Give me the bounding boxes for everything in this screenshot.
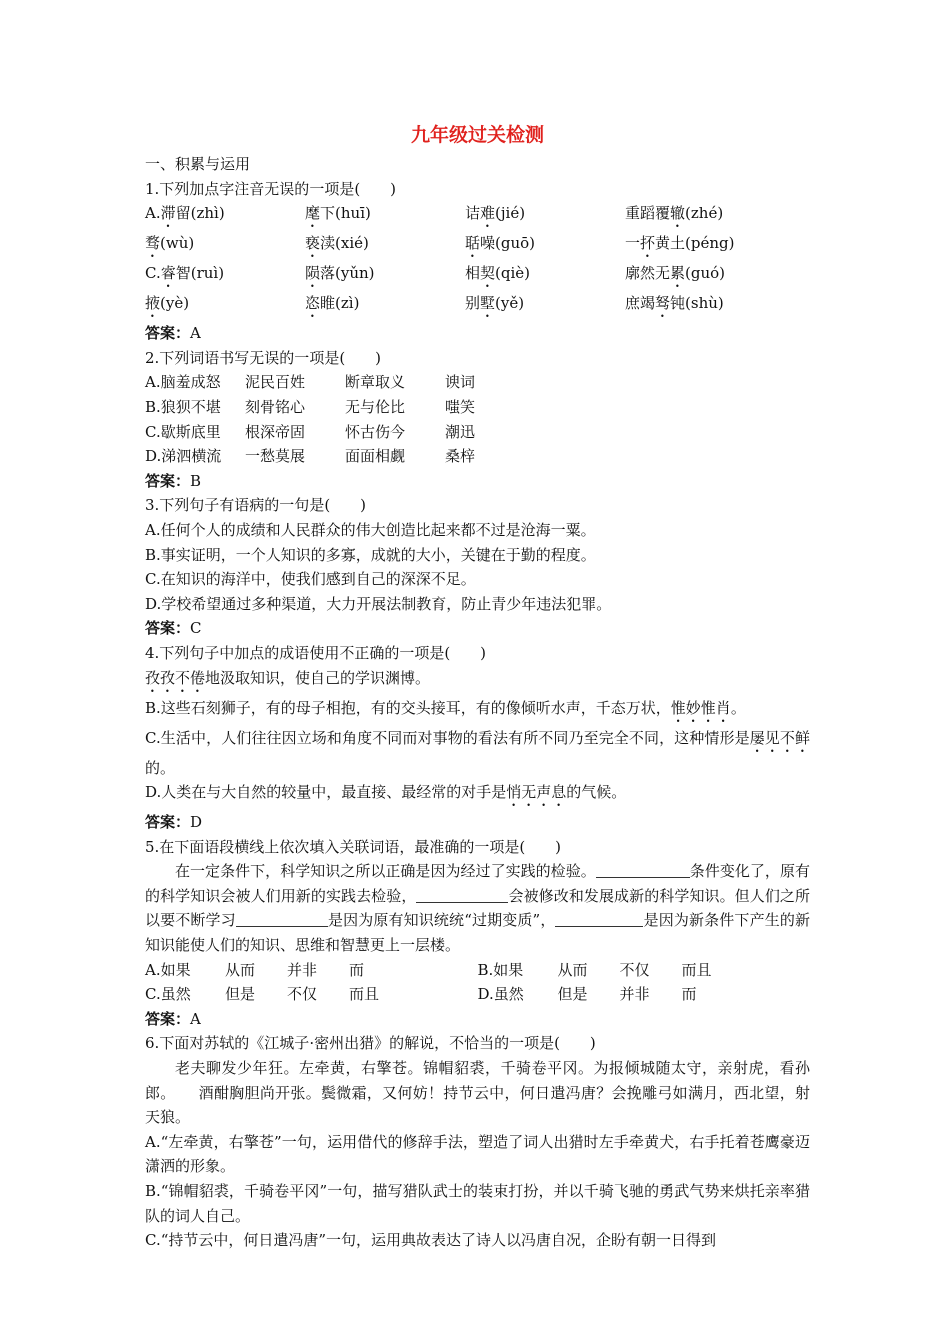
question-4-option-b (145, 696, 810, 726)
option-text: 廓然无 (625, 264, 671, 283)
dotted-char: 契 (480, 264, 496, 283)
dotted-char: 陨 (305, 264, 321, 283)
option-word: 而且 (349, 985, 380, 1004)
option-row (145, 261, 810, 291)
option-text: 睢(zì) (320, 294, 360, 313)
option-text: 渎(xié) (320, 234, 369, 253)
dotted-idiom: 孜孜不倦 (145, 668, 206, 687)
option-item (625, 291, 724, 321)
option-text: B.这些石刻狮子，有的母子相抱，有的交头接耳，有的像倾听水声，千态万状， (145, 698, 671, 717)
option-word: 但是 (225, 985, 256, 1004)
option-c (145, 982, 478, 1007)
option-row (145, 420, 810, 445)
dotted-char: 亵 (305, 234, 321, 253)
option-text: (wù) (160, 234, 195, 253)
dotted-char: 恣 (305, 294, 321, 313)
option-text: 噪(guō) (480, 234, 536, 253)
option-text: (yè) (160, 294, 190, 313)
question-6-option-a: A.“左牵黄，右擎苍”一句，运用借代的修辞手法，塑造了词人出猎时左手牵黄犬，右手托着苍鹰豪迈潇洒的形象。 (145, 1132, 810, 1176)
option-word: 并非 (619, 985, 650, 1004)
answer-label: 答案： (145, 471, 191, 490)
option-word: 而且 (681, 960, 712, 979)
option-row (145, 444, 810, 469)
fill-blank (555, 911, 643, 927)
option-word: D.涕泗横流 (145, 447, 222, 466)
option-text: 的。 (145, 758, 176, 777)
question-4-stem: 4.下列句子中加点的成语使用不正确的一项是( ) (145, 643, 487, 662)
question-3-stem: 3.下列句子有语病的一句是( ) (145, 496, 367, 515)
question-5-passage (145, 859, 810, 957)
question-6-option-b: B.“锦帽貂裘，千骑卷平冈”一句，描写猎队武士的装束打扮，并以千骑飞驰的勇武气势来烘托亲率猎队的词人自己。 (145, 1182, 810, 1225)
option-text: 智(ruì) (175, 264, 225, 283)
answer-1 (145, 321, 810, 346)
question-1-options (145, 201, 810, 321)
option-row (145, 370, 810, 395)
option-item (465, 231, 625, 261)
option-word: A.如果 (145, 960, 191, 979)
option-word: 一愁莫展 (245, 447, 306, 466)
question-4-option-d (145, 780, 810, 810)
option-text: 地汲取知识，使自己的学识渊博。 (205, 668, 431, 687)
option-word: 泥民百姓 (245, 373, 306, 392)
option-word: 不仅 (619, 960, 650, 979)
answer-3 (145, 616, 810, 641)
option-word: 无与伦比 (345, 397, 406, 416)
option-text: 钝(shù) (670, 294, 724, 313)
question-3-option-a: A.任何个人的成绩和人民群众的伟大创造比起来都不过是沧海一粟。 (145, 520, 596, 539)
dotted-char: 驽 (655, 294, 671, 313)
answer-label: 答案： (145, 619, 191, 638)
answer-2 (145, 469, 810, 494)
answer-label: 答案： (145, 813, 191, 832)
option-word: 潮迅 (445, 422, 476, 441)
question-3-option-c: C.在知识的海洋中，使我们感到自己的深深不足。 (145, 570, 476, 589)
page-title: 九年级过关检测 (410, 124, 544, 146)
option-item (465, 201, 625, 231)
option-text: 别 (465, 294, 481, 313)
option-text: 下(huī) (320, 204, 371, 223)
option-word: 从而 (225, 960, 256, 979)
option-d (478, 982, 811, 1007)
option-text: 的气候。 (566, 783, 627, 802)
dotted-char: 滞 (160, 204, 176, 223)
option-word: 嗤笑 (445, 397, 476, 416)
option-word: D.虽然 (477, 985, 524, 1004)
option-text: (guó) (685, 264, 726, 283)
option-b (478, 958, 811, 983)
dotted-char: 抔 (640, 234, 656, 253)
option-text: (zhé) (685, 204, 724, 223)
question-2-stem: 2.下列词语书写无误的一项是( ) (145, 348, 382, 367)
answer-value: A (190, 1009, 201, 1028)
question-5-stem: 5.在下面语段横线上依次填入关联词语，最准确的一项是( ) (145, 837, 562, 856)
fill-blank (596, 862, 690, 878)
option-text: 庶竭 (625, 294, 656, 313)
answer-value: B (190, 471, 202, 490)
option-text: 相 (465, 264, 481, 283)
dotted-char: 掖 (145, 294, 161, 313)
option-word: 断章取义 (345, 373, 406, 392)
question-6-poem: 老夫聊发少年狂。左牵黄，右擎苍。锦帽貂裘，千骑卷平冈。为报倾城随太守，亲射虎，看孙郎。 酒酣胸胆尚开张。鬓微霜，又何妨！持节云中，何日遣冯唐？会挽雕弓如满月，西北望，射天狼。 (145, 1059, 810, 1127)
option-text: (jié) (495, 204, 526, 223)
option-text: 。 (730, 698, 746, 717)
option-text: C. (145, 264, 161, 283)
option-row (145, 395, 810, 420)
option-word: 并非 (287, 960, 318, 979)
option-item (625, 231, 734, 261)
option-word: 但是 (557, 985, 588, 1004)
option-item (145, 201, 305, 231)
option-item (145, 231, 305, 261)
answer-value: D (190, 813, 203, 832)
dotted-idiom: 屡见不鲜 (749, 728, 810, 747)
answer-5 (145, 1007, 810, 1032)
option-item (145, 291, 305, 321)
option-word: B.狼狈不堪 (145, 397, 221, 416)
option-text: 留(zhì) (175, 204, 225, 223)
option-item (465, 291, 625, 321)
answer-label: 答案： (145, 1009, 191, 1028)
option-text: 落(yǔn) (320, 264, 375, 283)
option-text: 黄土(péng) (655, 234, 735, 253)
dotted-idiom: 惟妙惟肖 (670, 698, 731, 717)
answer-4 (145, 810, 810, 835)
passage-text: 会被修改和发展成新的科学知识。但人们之所以要不断学习 (145, 886, 810, 930)
question-6-option-c: C.“持节云中，何日遣冯唐”一句，运用典故表达了诗人以冯唐自况，企盼有朝一日得到 (145, 1231, 717, 1250)
question-4-option-a (145, 666, 810, 696)
option-word: A.脑羞成怒 (145, 373, 221, 392)
question-1-stem: 1.下列加点字注音无误的一项是( ) (145, 179, 397, 198)
option-text: 诘 (465, 204, 481, 223)
option-word: 根深帝固 (245, 422, 306, 441)
question-3-option-b: B.事实证明，一个人知识的多寡，成就的大小，关键在于勤的程度。 (145, 545, 596, 564)
option-word: 刻骨铭心 (245, 397, 306, 416)
question-4-option-c (145, 726, 810, 781)
dotted-char: 睿 (160, 264, 176, 283)
passage-text: 是因为原有知识统统“过期变质”， (327, 911, 556, 930)
option-row (145, 201, 810, 231)
option-word: 而 (681, 985, 697, 1004)
option-word: C.歇斯底里 (145, 422, 221, 441)
dotted-char: 难 (480, 204, 496, 223)
option-word: 而 (349, 960, 365, 979)
option-word: 从而 (557, 960, 588, 979)
option-text: C.生活中，人们往往因立场和角度不同而对事物的看法有所不同乃至完全不同，这种情形是 (145, 728, 750, 747)
option-text: (yě) (495, 294, 525, 313)
option-item (305, 201, 465, 231)
option-word: B.如果 (477, 960, 524, 979)
option-item (305, 231, 465, 261)
fill-blank (236, 911, 328, 927)
option-text: 重蹈覆 (625, 204, 671, 223)
answer-value: C (190, 619, 202, 638)
option-item (305, 291, 465, 321)
dotted-char: 麾 (305, 204, 321, 223)
passage-text: 在一定条件下，科学知识之所以正确是因为经过了实践的检验。 (175, 862, 596, 881)
option-word: 不仅 (287, 985, 318, 1004)
option-word: 桑梓 (445, 447, 476, 466)
passage-text: 是因为新条件下产生的新知识能使人们的知识、思维和智慧更上一层楼。 (145, 911, 810, 955)
question-6-stem: 6.下面对苏轼的《江城子·密州出猎》的解说，不恰当的一项是( ) (145, 1034, 596, 1053)
option-word: 谀词 (445, 373, 476, 392)
option-text: (qiè) (495, 264, 531, 283)
option-word: 怀古伤今 (345, 422, 406, 441)
dotted-idiom: 悄无声息 (506, 783, 567, 802)
option-word: 面面相觑 (345, 447, 406, 466)
option-item (625, 201, 723, 231)
fill-blank (416, 887, 508, 903)
dotted-char: 聒 (465, 234, 481, 253)
section-heading: 一、积累与运用 (145, 155, 251, 173)
question-5-options-row-1 (145, 958, 810, 983)
exam-page (145, 120, 810, 1253)
option-text: A. (145, 204, 161, 223)
option-row (145, 231, 810, 261)
answer-value: A (190, 324, 201, 343)
option-a (145, 958, 478, 983)
option-item (465, 261, 625, 291)
question-5-options-row-2 (145, 982, 810, 1007)
dotted-char: 墅 (480, 294, 496, 313)
option-item (625, 261, 725, 291)
answer-label: 答案： (145, 324, 191, 343)
option-row (145, 291, 810, 321)
dotted-char: 辙 (670, 204, 686, 223)
question-3-option-d: D.学校希望通过多种渠道，大力开展法制教育，防止青少年违法犯罪。 (145, 594, 612, 613)
option-text: 一 (625, 234, 641, 253)
passage-text: 条件变化了，原有的科学知识会被人们用新的实践去检验， (145, 862, 810, 905)
dotted-char: 累 (670, 264, 686, 283)
option-word: C.虽然 (145, 985, 191, 1004)
option-item (145, 261, 305, 291)
question-2-options (145, 370, 810, 468)
dotted-char: 骛 (145, 234, 161, 253)
option-item (305, 261, 465, 291)
option-text: D.人类在与大自然的较量中，最直接、最经常的对手是 (145, 783, 507, 802)
